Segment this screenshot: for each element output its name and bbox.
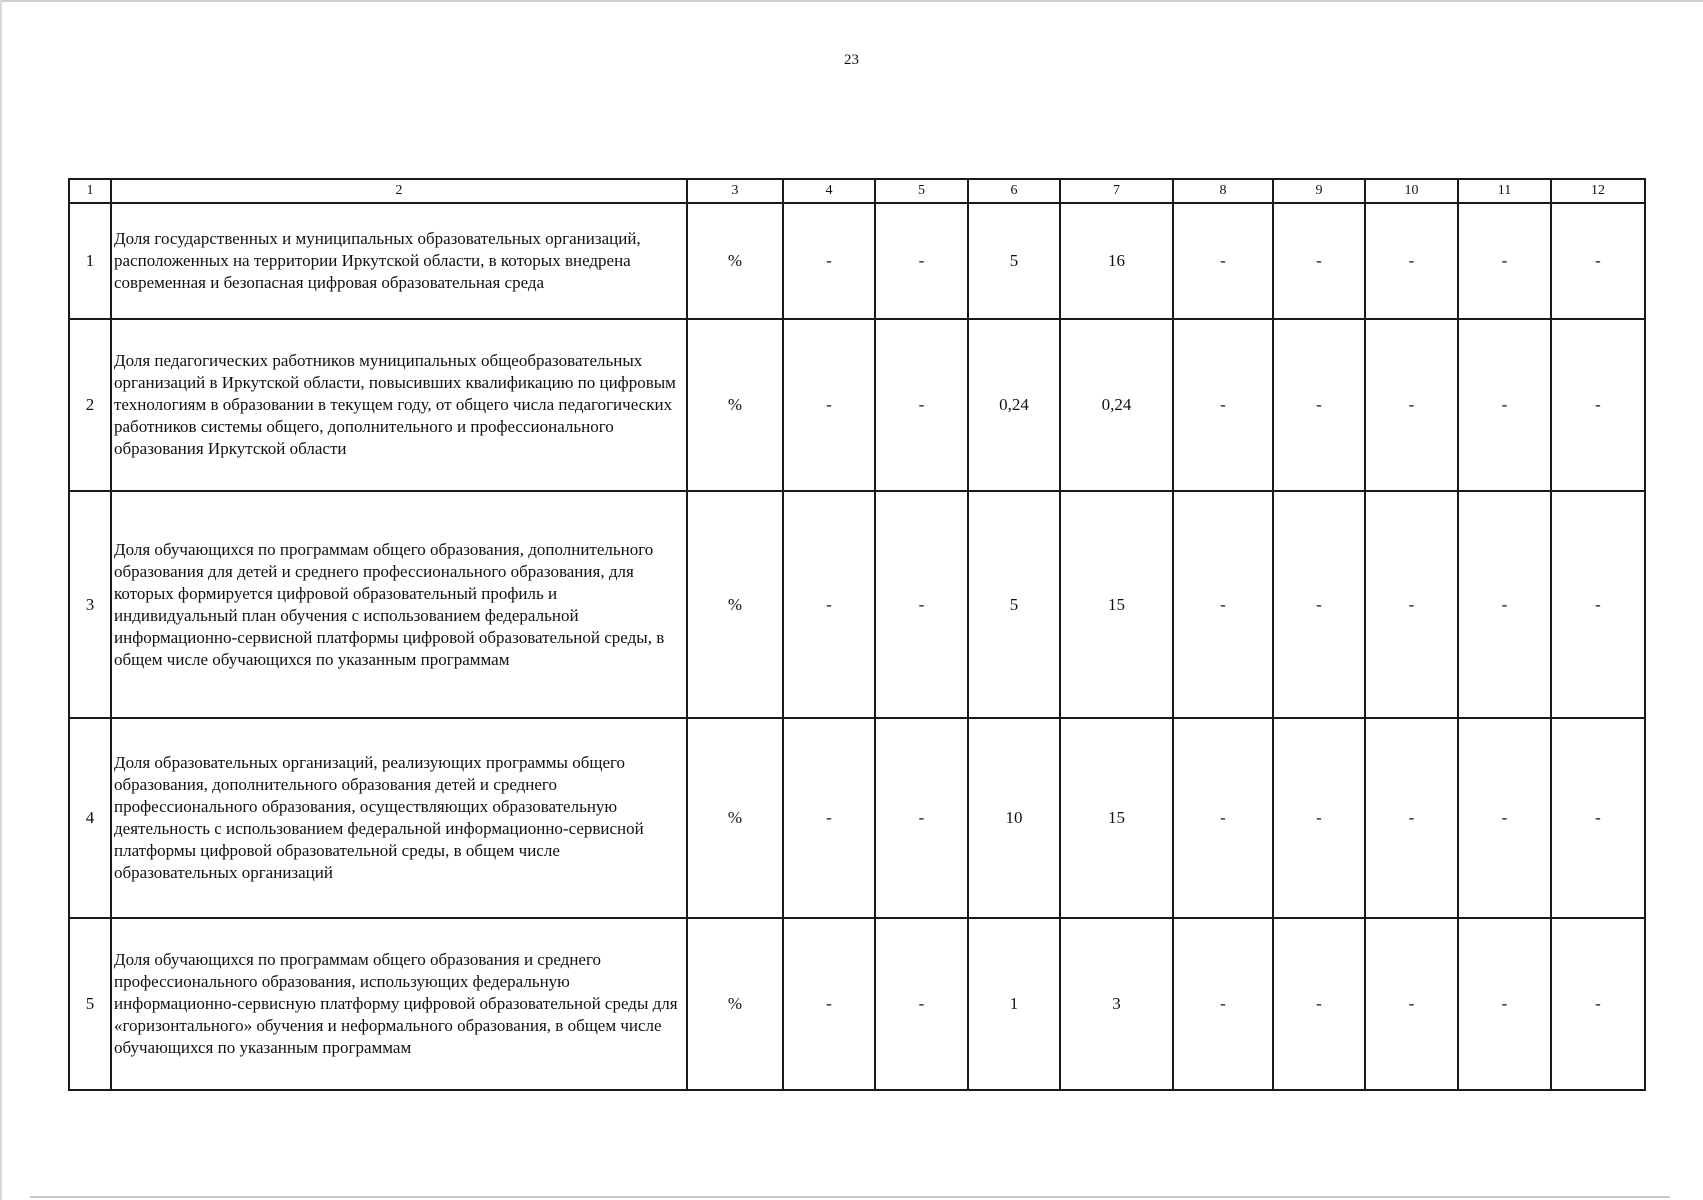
value-cell: 10	[968, 718, 1060, 918]
value-cell: -	[875, 319, 968, 491]
row-number: 3	[69, 491, 111, 718]
value-cell: -	[875, 918, 968, 1090]
value-cell: -	[1551, 718, 1645, 918]
value-cell: -	[1551, 203, 1645, 319]
column-number: 3	[687, 179, 783, 203]
value-cell: -	[783, 319, 875, 491]
value-cell: 5	[968, 203, 1060, 319]
indicator-name: Доля обучающихся по программам общего образования, дополнительного образования для детей и среднего профессионального образования, для которых формируется цифровой образовательный профиль и индивидуальный план обучения с использованием федеральной информационно-сервисной платформы цифровой образовательной среды, в общем числе обучающихся по указанным программам	[111, 491, 687, 718]
value-cell: -	[1173, 203, 1273, 319]
value-cell: 0,24	[1060, 319, 1173, 491]
value-cell: 15	[1060, 491, 1173, 718]
value-cell: -	[1273, 491, 1365, 718]
column-number: 10	[1365, 179, 1458, 203]
value-cell: -	[1365, 319, 1458, 491]
unit-cell: %	[687, 718, 783, 918]
indicators-table	[68, 178, 1646, 1091]
value-cell: -	[1173, 718, 1273, 918]
value-cell: 16	[1060, 203, 1173, 319]
column-number: 7	[1060, 179, 1173, 203]
unit-cell: %	[687, 918, 783, 1090]
value-cell: -	[1273, 718, 1365, 918]
value-cell: -	[1173, 319, 1273, 491]
indicator-name: Доля государственных и муниципальных образовательных организаций, расположенных на территории Иркутской области, в которых внедрена современная и безопасная цифровая образовательная среда	[111, 203, 687, 319]
unit-cell: %	[687, 203, 783, 319]
indicator-name: Доля педагогических работников муниципальных общеобразовательных организаций в Иркутской области, повысивших квалификацию по цифровым технологиям в образовании в текущем году, от общего числа педагогических работников системы общего, дополнительного и профессионального образования Иркутской области	[111, 319, 687, 491]
column-number: 5	[875, 179, 968, 203]
value-cell: -	[1551, 491, 1645, 718]
column-number-row	[69, 179, 1645, 203]
value-cell: -	[1551, 918, 1645, 1090]
value-cell: 15	[1060, 718, 1173, 918]
column-number: 9	[1273, 179, 1365, 203]
value-cell: -	[783, 718, 875, 918]
column-number: 12	[1551, 179, 1645, 203]
value-cell: -	[1458, 319, 1551, 491]
scan-edge-bottom	[30, 1196, 1670, 1198]
value-cell: -	[1365, 718, 1458, 918]
value-cell: -	[1551, 319, 1645, 491]
value-cell: -	[1365, 918, 1458, 1090]
value-cell: -	[783, 203, 875, 319]
indicator-name: Доля образовательных организаций, реализующих программы общего образования, дополнительного образования детей и среднего профессионального образования, осуществляющих образовательную деятельность с использованием федеральной информационно-сервисной платформы цифровой образовательной среды, в общем числе образовательных организаций	[111, 718, 687, 918]
value-cell: -	[875, 203, 968, 319]
value-cell: -	[1458, 918, 1551, 1090]
column-number: 6	[968, 179, 1060, 203]
table-row	[69, 319, 1645, 491]
value-cell: -	[1365, 203, 1458, 319]
page-number: 23	[844, 52, 859, 68]
column-number: 2	[111, 179, 687, 203]
value-cell: -	[1273, 319, 1365, 491]
value-cell: 3	[1060, 918, 1173, 1090]
value-cell: -	[1458, 491, 1551, 718]
value-cell: -	[875, 491, 968, 718]
table-row	[69, 718, 1645, 918]
value-cell: -	[1173, 491, 1273, 718]
row-number: 5	[69, 918, 111, 1090]
indicator-name: Доля обучающихся по программам общего образования и среднего профессионального образования, использующих федеральную информационно-сервисную платформу цифровой образовательной среды для «горизонтального» обучения и неформального образования, в общем числе обучающихся по указанным программам	[111, 918, 687, 1090]
column-number: 4	[783, 179, 875, 203]
value-cell: -	[1173, 918, 1273, 1090]
column-number: 8	[1173, 179, 1273, 203]
value-cell: -	[1273, 918, 1365, 1090]
value-cell: -	[1458, 718, 1551, 918]
value-cell: -	[875, 718, 968, 918]
row-number: 4	[69, 718, 111, 918]
value-cell: -	[1458, 203, 1551, 319]
value-cell: 5	[968, 491, 1060, 718]
scan-edge-left	[0, 0, 2, 1200]
value-cell: 1	[968, 918, 1060, 1090]
table-row	[69, 203, 1645, 319]
value-cell: 0,24	[968, 319, 1060, 491]
value-cell: -	[783, 491, 875, 718]
value-cell: -	[1365, 491, 1458, 718]
unit-cell: %	[687, 491, 783, 718]
unit-cell: %	[687, 319, 783, 491]
table-row	[69, 491, 1645, 718]
value-cell: -	[783, 918, 875, 1090]
column-number: 1	[69, 179, 111, 203]
row-number: 2	[69, 319, 111, 491]
table-row	[69, 918, 1645, 1090]
row-number: 1	[69, 203, 111, 319]
value-cell: -	[1273, 203, 1365, 319]
scan-edge-top	[0, 0, 1703, 2]
column-number: 11	[1458, 179, 1551, 203]
